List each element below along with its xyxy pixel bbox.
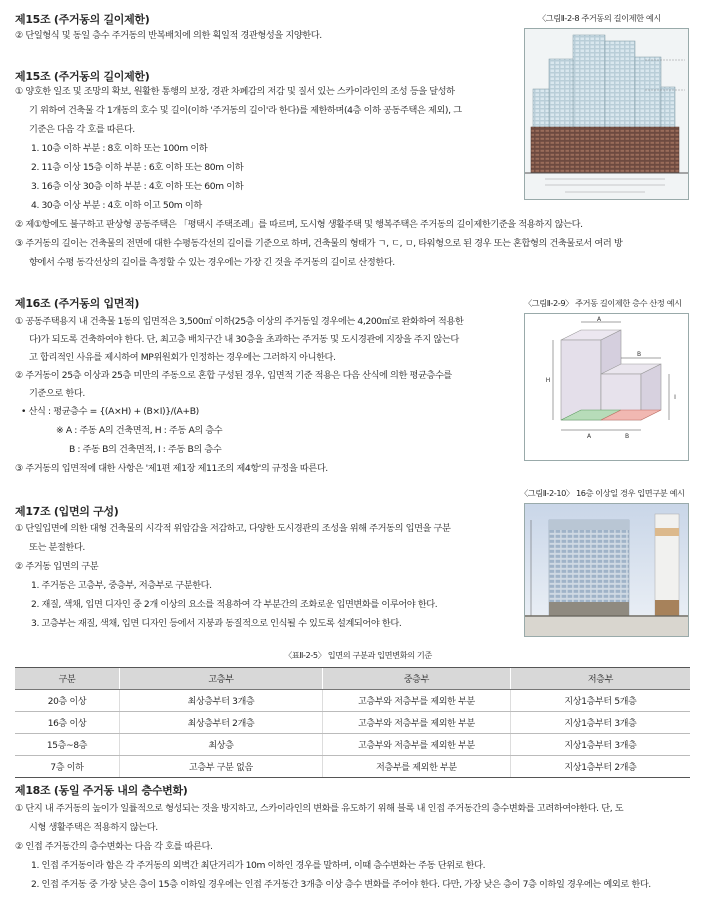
table-row [15, 712, 690, 734]
table-cell: 최상층 [120, 734, 323, 756]
paragraph: 기 위하여 건축물 각 1개동의 호수 및 길이(이하 '주거동의 길이'라 한다)를 제한하며(4층 이하 공동주택은 제외), 그 [29, 105, 462, 116]
table-cell: 7층 이하 [15, 756, 120, 778]
paragraph: 향에서 수평 동각선상의 길이를 측정할 수 있는 경우에는 가장 긴 것을 주거동의 길이로 산정한다. [29, 257, 395, 268]
table-header: 저층부 [511, 668, 691, 690]
table-cell: 최상층부터 2개층 [120, 712, 323, 734]
paragraph: ③ 주거동의 길이는 건축물의 전면에 대한 수평동각선의 길이를 기준으로 하며, 건축물의 형태가 ㄱ, ㄷ, ㅁ, 타워형으로 된 경우 또는 혼합형의 건축물로서 여러 방 [15, 238, 623, 249]
paragraph: 또는 분절한다. [29, 542, 85, 553]
formula-note: B : 주동 B의 건축면적, I : 주동 B의 층수 [69, 444, 222, 455]
figure-2-10-image [524, 503, 689, 637]
paragraph: 기준은 다음 각 호를 따른다. [29, 124, 135, 135]
paragraph: ③ 주거동의 입면적에 대한 사항은 '제1편 제1장 제11조의 제4항'의 규정을 따른다. [15, 463, 328, 474]
table-cell: 지상1층부터 5개층 [511, 690, 691, 712]
table-row [15, 734, 690, 756]
paragraph: 고 합리적인 사유를 제시하여 MP위원회가 인정하는 경우에는 그러하지 아니한다. [29, 352, 336, 363]
fig9-label-i: I [674, 394, 676, 401]
list-item: 2. 11층 이상 15층 이하 부분 : 6호 이하 또는 80m 이하 [31, 162, 244, 173]
table-row [15, 756, 690, 778]
table-cell: 지상1층부터 2개층 [511, 756, 691, 778]
list-item: 1. 인접 주거동이라 함은 각 주거동의 외벽간 최단거리가 10m 이하인 경우를 말하며, 이때 층수변화는 주동 단위로 한다. [31, 860, 486, 871]
figure-2-8-image [524, 28, 689, 200]
section-title-15b: 제15조 (주거동의 길이제한) [15, 70, 150, 83]
figure-caption-2-10: 〈그림Ⅱ-2-10〉 16층 이상일 경우 입면구분 예시 [520, 488, 685, 498]
table-cell: 20층 이상 [15, 690, 120, 712]
fig9-label-a-bottom: A [586, 433, 592, 440]
table-cell: 최상층부터 3개층 [120, 690, 323, 712]
table-cell: 16층 이상 [15, 712, 120, 734]
table-cell: 지상1층부터 3개층 [511, 712, 691, 734]
paragraph: ① 양호한 일조 및 조망의 확보, 원활한 통행의 보장, 경관 차폐감의 저감 및 질서 있는 스카이라인의 조성 등을 달성하 [15, 86, 455, 97]
list-item: 1. 10층 이하 부분 : 8호 이하 또는 100m 이하 [31, 143, 208, 154]
paragraph: ① 공동주택용지 내 건축물 1동의 입면적은 3,500㎡ 이하(25층 이상의 주거동일 경우에는 4,200㎡로 완화하여 적용한 [15, 316, 464, 327]
fig9-label-h: H [545, 377, 551, 384]
section-title-15a: 제15조 (주거동의 길이제한) [15, 13, 150, 26]
formula-note: ※ A : 주동 A의 건축면적, H : 주동 A의 층수 [56, 425, 223, 436]
paragraph: ① 단일입면에 의한 대형 건축물의 시각적 위압감을 저감하고, 다양한 도시경관의 조성을 위해 주거동의 입면을 구분 [15, 523, 451, 534]
table-caption: 〈표Ⅱ-2-5〉 입면의 구분과 입면변화의 기준 [284, 650, 432, 660]
criteria-table [15, 667, 690, 778]
paragraph: ① 단지 내 주거동의 높이가 일률적으로 형성되는 것을 방지하고, 스카이라인의 변화를 유도하기 위해 블록 내 인접 주거동간의 층수변화를 고려하여야한다. 단, 도 [15, 803, 624, 814]
fig9-label-b-bottom: B [624, 433, 630, 440]
table-header: 중층부 [323, 668, 511, 690]
table-cell: 지상1층부터 3개층 [511, 734, 691, 756]
paragraph: 기준으로 한다. [29, 388, 85, 399]
list-item: 1. 주거동은 고층부, 중층부, 저층부로 구분한다. [31, 580, 212, 591]
figure-caption-2-9: 〈그림Ⅱ-2-9〉 주거동 길이제한 층수 산정 예시 [524, 298, 682, 308]
figure-caption-2-8: 〈그림Ⅱ-2-8 주거동의 길이제한 예시 [538, 13, 661, 23]
table-cell: 고층부와 저층부를 제외한 부분 [323, 712, 511, 734]
table-cell: 저층부를 제외한 부분 [323, 756, 511, 778]
table-cell: 고층부 구분 없음 [120, 756, 323, 778]
section-title-17: 제17조 (입면의 구성) [15, 505, 119, 518]
paragraph: ② 인접 주거동간의 층수변화는 다음 각 호를 따른다. [15, 841, 213, 852]
paragraph: ② 단일형식 및 동일 층수 주거동의 반복배치에 의한 획일적 경관형성을 지양한다. [15, 30, 322, 41]
table-cell: 고층부와 저층부를 제외한 부분 [323, 734, 511, 756]
table-header: 고층부 [120, 668, 323, 690]
fig9-label-a-top: A [596, 316, 602, 323]
paragraph: ② 제①항에도 불구하고 판상형 공동주택은 「평택시 주택조례」를 따르며, 도시형 생활주택 및 행복주택은 주거동의 길이제한기준을 적용하지 않는다. [15, 219, 583, 230]
paragraph: ② 주거동 입면의 구분 [15, 561, 99, 572]
formula: • 산식 : 평균층수 = {(A×H) + (B×I)}/(A+B) [21, 406, 199, 417]
table-row [15, 690, 690, 712]
list-item: 3. 16층 이상 30층 이하 부분 : 4호 이하 또는 60m 이하 [31, 181, 244, 192]
paragraph: 시형 생활주택은 적용하지 않는다. [29, 822, 158, 833]
table-cell: 고층부와 저층부를 제외한 부분 [323, 690, 511, 712]
table-header: 구분 [15, 668, 120, 690]
paragraph: 다)가 되도록 건축하여야 한다. 단, 최고층 배치구간 내 30층을 초과하는 주거동 및 도시경관에 지장을 주지 않는다 [29, 334, 459, 345]
list-item: 4. 30층 이상 부분 : 4호 이하 이고 50m 이하 [31, 200, 202, 211]
table-header-row [15, 668, 690, 690]
list-item: 3. 고층부는 재질, 색채, 입면 디자인 등에서 지붕과 동질적으로 인식될 수 있도록 설계되어야 한다. [31, 618, 402, 629]
list-item: 2. 인접 주거동 중 가장 낮은 층이 15층 이하일 경우에는 인접 주거동간 3개층 이상 층수 변화를 주어야 한다. 다만, 가장 낮은 층이 7층 이하일 경우에는 예외로 한다. [31, 879, 651, 890]
section-title-16: 제16조 (주거동의 입면적) [15, 297, 140, 310]
table-cell: 15층~8층 [15, 734, 120, 756]
figure-2-9-image [524, 313, 689, 461]
paragraph: ② 주거동이 25층 이상과 25층 미만의 주동으로 혼합 구성된 경우, 입면적 기준 적용은 다음 산식에 의한 평균층수를 [15, 370, 452, 381]
section-title-18: 제18조 (동일 주거동 내의 층수변화) [15, 784, 188, 797]
list-item: 2. 재질, 색채, 입면 디자인 중 2개 이상의 요소를 적용하여 각 부분간의 조화로운 입면변화를 이루어야 한다. [31, 599, 438, 610]
fig9-label-b-top: B [636, 351, 642, 358]
